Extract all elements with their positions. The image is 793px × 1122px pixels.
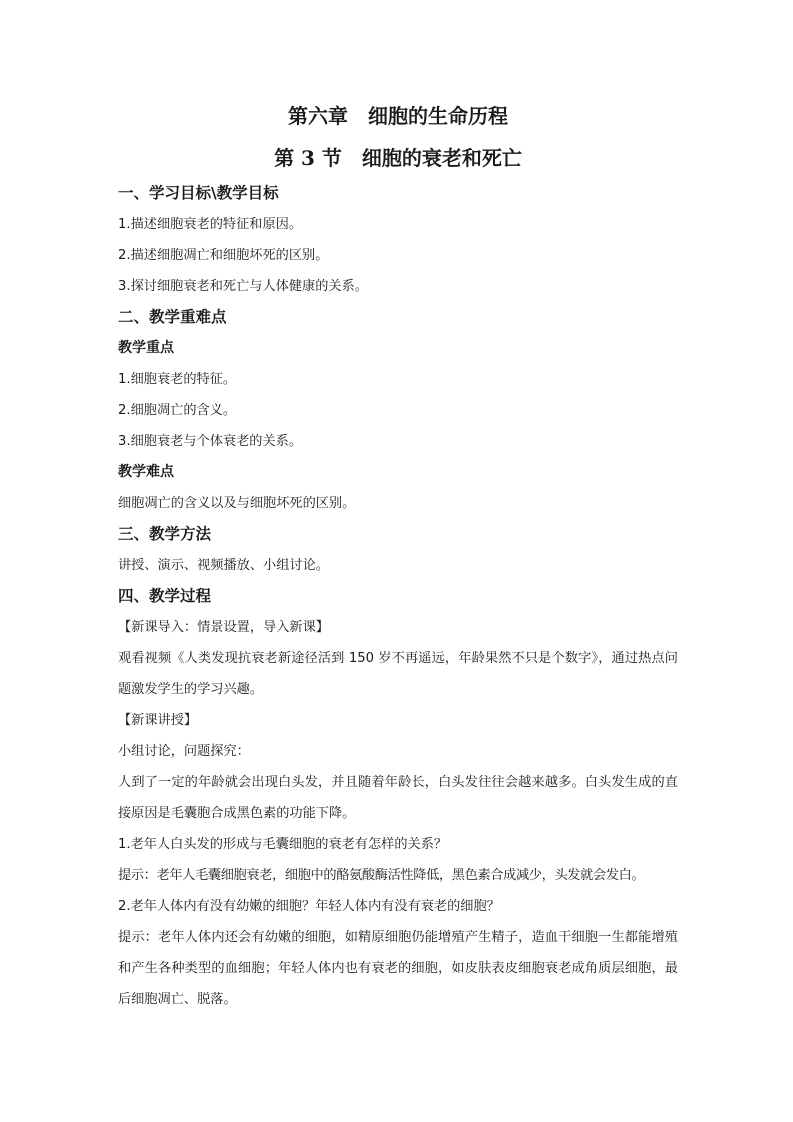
chapter-title: 第六章 细胞的生命历程 xyxy=(288,104,508,128)
section-heading-objectives: 一、学习目标\教学目标 xyxy=(118,184,279,202)
question-2: 2.老年人体内有没有幼嫩的细胞？年轻人体内有没有衰老的细胞？ xyxy=(118,899,500,914)
answer-1: 提示：老年人毛囊细胞衰老，细胞中的酪氨酸酶活性降低，黑色素合成减少，头发就会发白。 xyxy=(118,868,645,883)
objective-item-2: 2.描述细胞凋亡和细胞坏死的区别。 xyxy=(118,248,329,263)
section-heading-key-points: 二、教学重难点 xyxy=(118,308,227,326)
key-point-item-3: 3.细胞衰老与个体衰老的关系。 xyxy=(118,434,303,449)
key-point-item-2: 2.细胞凋亡的含义。 xyxy=(118,403,237,418)
section-title: 第 3 节 细胞的衰老和死亡 xyxy=(274,146,522,170)
lecture-label: 【新课讲授】 xyxy=(118,713,198,728)
subheading-difficult-points: 教学难点 xyxy=(118,464,174,480)
discussion-text: 人到了一定的年龄就会出现白头发，并且随着年龄长，白头发往往会越来越多。白头发生成的直接原因是毛囊胞合成黑色素的功能下降。 xyxy=(118,775,678,821)
section-heading-process: 四、教学过程 xyxy=(118,587,212,605)
key-point-item-1: 1.细胞衰老的特征。 xyxy=(118,372,237,387)
difficult-point-text: 细胞凋亡的含义以及与细胞坏死的区别。 xyxy=(118,496,356,511)
subheading-key-points: 教学重点 xyxy=(118,340,174,356)
intro-text: 观看视频《人类发现抗衰老新途径活到 150 岁不再遥远，年龄果然不只是个数字》，通过热点问题激发学生的学习兴趣。 xyxy=(118,651,678,697)
methods-text: 讲授、演示、视频播放、小组讨论。 xyxy=(118,558,329,573)
objective-item-1: 1.描述细胞衰老的特征和原因。 xyxy=(118,217,303,232)
intro-label: 【新课导入：情景设置，导入新课】 xyxy=(118,620,329,635)
document-page xyxy=(118,98,678,1015)
answer-2: 提示：老年人体内还会有幼嫩的细胞，如精原细胞仍能增殖产生精子，造血干细胞一生都能增殖和产生各种类型的血细胞；年轻人体内也有衰老的细胞，如皮肤表皮细胞衰老成角质层细胞，最后细胞凋亡、脱落。 xyxy=(118,930,678,1007)
discussion-label: 小组讨论，问题探究： xyxy=(118,744,250,759)
question-1: 1.老年人白头发的形成与毛囊细胞的衰老有怎样的关系？ xyxy=(118,837,448,852)
section-heading-methods: 三、教学方法 xyxy=(118,525,212,543)
objective-item-3: 3.探讨细胞衰老和死亡与人体健康的关系。 xyxy=(118,279,368,294)
